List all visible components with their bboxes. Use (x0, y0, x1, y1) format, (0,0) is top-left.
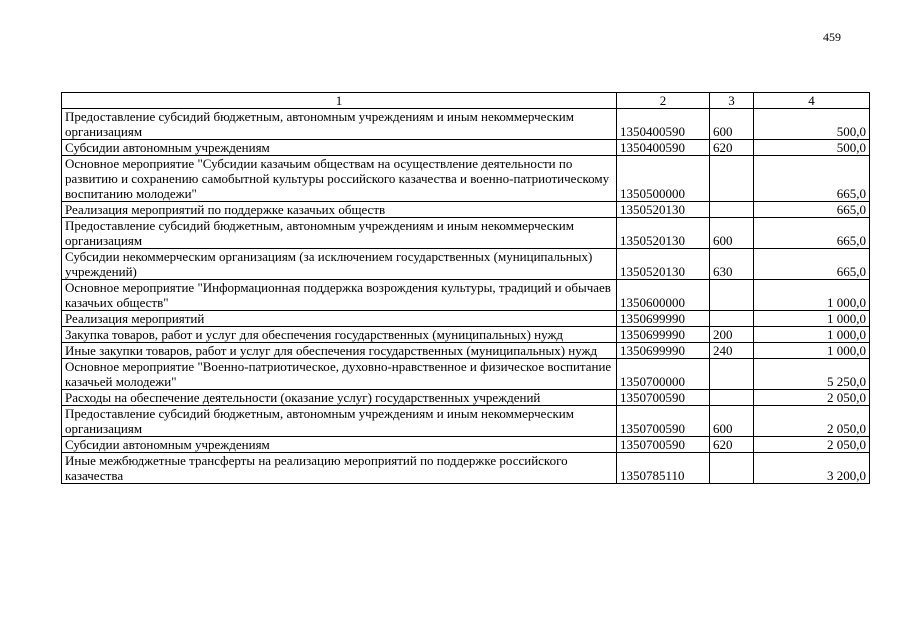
table-row (62, 156, 870, 202)
row-expense-type-cell: 240 (710, 343, 754, 359)
row-code-cell: 1350520130 (617, 218, 710, 249)
row-code-cell: 1350785110 (617, 453, 710, 484)
column-header-3: 3 (710, 93, 754, 109)
row-amount-cell: 3 200,0 (754, 453, 870, 484)
row-expense-type-cell: 600 (710, 109, 754, 140)
row-expense-type-cell: 620 (710, 140, 754, 156)
table-row (62, 453, 870, 484)
row-code-cell: 1350520130 (617, 249, 710, 280)
row-expense-type-cell (710, 202, 754, 218)
row-expense-type-cell (710, 280, 754, 311)
row-amount-cell: 2 050,0 (754, 437, 870, 453)
row-amount-cell: 2 050,0 (754, 406, 870, 437)
row-expense-type-cell: 620 (710, 437, 754, 453)
row-name-cell: Основное мероприятие "Информационная поддержка возрождения культуры, традиций и обычаев казачьих обществ" (62, 280, 617, 311)
row-name-cell: Реализация мероприятий по поддержке казачьих обществ (62, 202, 617, 218)
row-name-cell: Иные межбюджетные трансферты на реализацию мероприятий по поддержке российского казачества (62, 453, 617, 484)
row-code-cell: 1350520130 (617, 202, 710, 218)
column-header-2: 2 (617, 93, 710, 109)
row-expense-type-cell: 200 (710, 327, 754, 343)
row-expense-type-cell: 600 (710, 406, 754, 437)
table-row (62, 390, 870, 406)
row-code-cell: 1350700590 (617, 390, 710, 406)
row-amount-cell: 2 050,0 (754, 390, 870, 406)
table-row (62, 406, 870, 437)
table-row (62, 140, 870, 156)
row-amount-cell: 665,0 (754, 249, 870, 280)
row-code-cell: 1350699990 (617, 327, 710, 343)
row-code-cell: 1350400590 (617, 140, 710, 156)
page-number: 459 (823, 30, 841, 44)
table-row (62, 311, 870, 327)
table-row (62, 359, 870, 390)
row-expense-type-cell (710, 359, 754, 390)
table-row (62, 280, 870, 311)
table-row (62, 218, 870, 249)
row-amount-cell: 500,0 (754, 109, 870, 140)
row-code-cell: 1350500000 (617, 156, 710, 202)
column-header-4: 4 (754, 93, 870, 109)
row-name-cell: Субсидии автономным учреждениям (62, 437, 617, 453)
row-name-cell: Основное мероприятие "Военно-патриотическое, духовно-нравственное и физическое воспитание казачьей молодежи" (62, 359, 617, 390)
row-amount-cell: 1 000,0 (754, 343, 870, 359)
row-name-cell: Субсидии некоммерческим организациям (за исключением государственных (муниципальных) учреждений) (62, 249, 617, 280)
table-row (62, 202, 870, 218)
row-name-cell: Предоставление субсидий бюджетным, автономным учреждениям и иным некоммерческим организациям (62, 218, 617, 249)
row-name-cell: Реализация мероприятий (62, 311, 617, 327)
row-expense-type-cell (710, 156, 754, 202)
row-name-cell: Предоставление субсидий бюджетным, автономным учреждениям и иным некоммерческим организациям (62, 406, 617, 437)
table-row (62, 437, 870, 453)
table-row (62, 249, 870, 280)
row-code-cell: 1350700000 (617, 359, 710, 390)
row-amount-cell: 665,0 (754, 202, 870, 218)
row-amount-cell: 665,0 (754, 218, 870, 249)
row-code-cell: 1350600000 (617, 280, 710, 311)
row-amount-cell: 1 000,0 (754, 280, 870, 311)
row-amount-cell: 500,0 (754, 140, 870, 156)
row-amount-cell: 665,0 (754, 156, 870, 202)
column-header-1: 1 (62, 93, 617, 109)
row-name-cell: Иные закупки товаров, работ и услуг для обеспечения государственных (муниципальных) нужд (62, 343, 617, 359)
table-row (62, 343, 870, 359)
row-code-cell: 1350700590 (617, 437, 710, 453)
row-amount-cell: 1 000,0 (754, 327, 870, 343)
row-name-cell: Основное мероприятие "Субсидии казачьим обществам на осуществление деятельности по развитию и сохранению самобытной культуры российского казачества и военно-патриотическому воспитанию молодежи" (62, 156, 617, 202)
row-code-cell: 1350400590 (617, 109, 710, 140)
table-body (62, 109, 870, 484)
row-amount-cell: 1 000,0 (754, 311, 870, 327)
row-expense-type-cell (710, 390, 754, 406)
row-name-cell: Расходы на обеспечение деятельности (оказание услуг) государственных учреждений (62, 390, 617, 406)
budget-table (61, 92, 870, 484)
row-name-cell: Субсидии автономным учреждениям (62, 140, 617, 156)
row-expense-type-cell (710, 311, 754, 327)
row-amount-cell: 5 250,0 (754, 359, 870, 390)
table-row (62, 327, 870, 343)
row-expense-type-cell: 630 (710, 249, 754, 280)
row-expense-type-cell: 600 (710, 218, 754, 249)
row-name-cell: Закупка товаров, работ и услуг для обеспечения государственных (муниципальных) нужд (62, 327, 617, 343)
row-expense-type-cell (710, 453, 754, 484)
row-code-cell: 1350700590 (617, 406, 710, 437)
table-header-row (62, 93, 870, 109)
table-row (62, 109, 870, 140)
row-name-cell: Предоставление субсидий бюджетным, автономным учреждениям и иным некоммерческим организациям (62, 109, 617, 140)
row-code-cell: 1350699990 (617, 343, 710, 359)
row-code-cell: 1350699990 (617, 311, 710, 327)
